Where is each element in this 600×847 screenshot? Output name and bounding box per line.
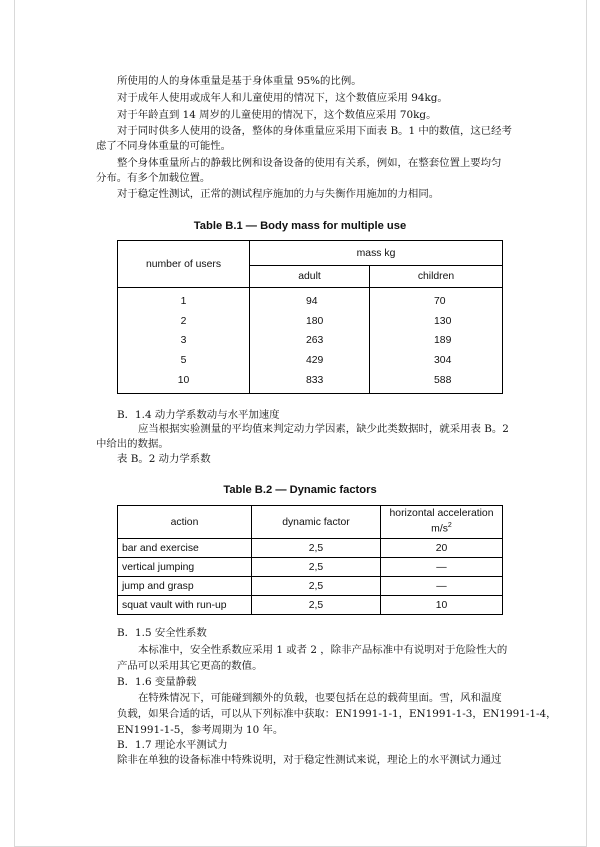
table-b1-title: Table B.1 — Body mass for multiple use: [193, 220, 407, 232]
paragraph: 除非在单独的设备标准中特殊说明，对于稳定性测试来说，理论上的水平测试力通过: [117, 754, 502, 766]
paragraph: 产品可以采用其它更高的数值。: [117, 660, 263, 672]
cell-dynamic-factor: 2,5: [252, 577, 381, 596]
cell-children: 189: [434, 335, 452, 347]
table-row: [118, 596, 503, 615]
cell-action: squat vault with run-up: [118, 596, 252, 615]
paragraph: 虑了不同身体重量的可能性。: [96, 140, 232, 152]
header-dynamic-factor: dynamic factor: [252, 506, 381, 539]
table-row: [118, 312, 503, 332]
header-horizontal-acceleration: [381, 506, 503, 539]
table-b1: [117, 240, 503, 394]
table-b2: [117, 505, 503, 615]
header-horizontal-unit-exponent: 2: [447, 522, 452, 530]
cell-adult: 263: [250, 331, 370, 351]
paragraph: 中给出的数据。: [96, 438, 169, 450]
header-adult: adult: [250, 266, 370, 288]
section-heading: B．1.5 安全性系数: [117, 627, 207, 639]
section-heading: B．1.7 理论水平测试力: [117, 739, 228, 751]
cell-action: vertical jumping: [118, 558, 252, 577]
paragraph: 应当根据实验测量的平均值来判定动力学因素，缺少此类数据时，就采用表 B。2: [138, 423, 509, 435]
cell-adult: 180: [250, 312, 370, 332]
paragraph: 整个身体重量所占的静载比例和设备设备的使用有关系，例如，在整套位置上要均匀: [117, 157, 502, 169]
header-number-of-users: number of users: [118, 241, 250, 288]
cell-horizontal: 10: [435, 599, 448, 611]
table-row: [118, 370, 503, 393]
cell-horizontal: —: [381, 577, 503, 596]
cell-dynamic-factor: 2,5: [252, 558, 381, 577]
cell-users: 1: [118, 288, 250, 312]
header-horizontal-label: horizontal acceleration: [389, 508, 494, 520]
table-row: [118, 558, 503, 577]
header-horizontal-unit: m/s: [431, 523, 448, 535]
table-row: [118, 288, 503, 312]
cell-children: 588: [434, 374, 452, 386]
cell-users: 10: [118, 370, 250, 393]
table-row: [118, 331, 503, 351]
header-children: children: [370, 266, 503, 288]
table-row: [118, 351, 503, 371]
table-b2-title: Table B.2 — Dynamic factors: [223, 484, 377, 496]
section-heading: B．1.6 变量静载: [117, 676, 197, 688]
cell-children: 130: [434, 315, 452, 327]
cell-users: 5: [118, 351, 250, 371]
cell-horizontal: —: [381, 558, 503, 577]
cell-children: 70: [434, 296, 446, 308]
cell-adult: 833: [250, 370, 370, 393]
table-caption: 表 B。2 动力学系数: [117, 453, 211, 465]
cell-children: 304: [434, 355, 452, 367]
paragraph: 对于年龄直到 14 周岁的儿童使用的情况下，这个数值应采用 70kg。: [117, 109, 437, 121]
section-heading: B．1.4 动力学系数动与水平加速度: [117, 409, 280, 421]
cell-users: 2: [118, 312, 250, 332]
paragraph: 在特殊情况下，可能碰到额外的负载，也要包括在总的载荷里面。雪，风和温度: [138, 692, 502, 704]
cell-action: bar and exercise: [118, 539, 252, 558]
paragraph: 所使用的人的身体重量是基于身体重量 95%的比例。: [117, 75, 362, 87]
paragraph: 对于同时供多人使用的设备，整体的身体重量应采用下面表 B。1 中的数值，这已经考: [117, 125, 512, 137]
cell-dynamic-factor: 2,5: [252, 539, 381, 558]
table-row: [118, 577, 503, 596]
paragraph: 分布。有多个加载位置。: [96, 172, 211, 184]
paragraph: EN1991-1-5，参考周期为 10 年。: [117, 724, 284, 736]
paragraph: 对于成年人使用或成年人和儿童使用的情况下，这个数值应采用 94kg。: [117, 92, 448, 104]
header-action: action: [118, 506, 252, 539]
cell-adult: 429: [250, 351, 370, 371]
cell-users: 3: [118, 331, 250, 351]
cell-action: jump and grasp: [118, 577, 252, 596]
header-mass: mass kg: [250, 241, 503, 266]
cell-horizontal: 20: [381, 539, 503, 558]
cell-dynamic-factor: 2,5: [252, 596, 381, 615]
paragraph: 负载，如果合适的话，可以从下列标准中获取：EN1991-1-1，EN1991-1-3，EN1991-1-4，: [117, 708, 557, 720]
paragraph: 对于稳定性测试，正常的测试程序施加的力与失衡作用施加的力相同。: [117, 188, 440, 200]
cell-adult: 94: [250, 288, 370, 312]
table-row: [118, 539, 503, 558]
paragraph: 本标准中，安全性系数应采用 1 或者 2 ，除非产品标准中有说明对于危险性大的: [138, 644, 508, 656]
